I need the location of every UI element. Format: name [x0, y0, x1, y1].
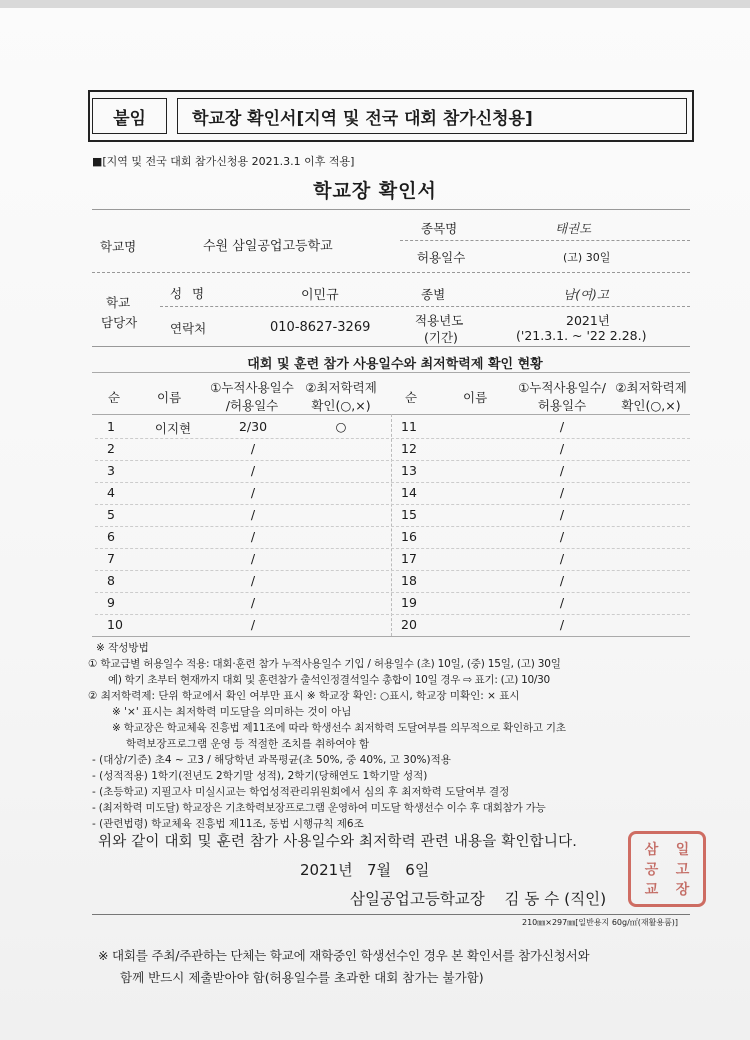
- row-no: 8: [107, 573, 115, 588]
- col-days-header-right-2: 허용일수: [537, 398, 587, 413]
- method-line-9: - (초등학교) 지필고사 미실시교는 학업성적관리위원회에서 심의 후 최저학력 도달여부 결정: [92, 786, 510, 798]
- col-name-header-right: 이름: [463, 390, 488, 405]
- method-line-3: ② 최저학력제: 단위 학교에서 확인 여부만 표시 ※ 학교장 확인: ○표시, 학교장 미확인: × 표시: [88, 690, 520, 702]
- row-days-right: /: [559, 617, 565, 632]
- row-no: 1: [107, 419, 115, 434]
- method-line-2: 예) 학기 초부터 현재까지 대회 및 훈련참가 출석인정결석일수 총합이 10일 경우 ⇨ 표기: (고) 10/30: [108, 674, 550, 686]
- method-line-4: ※ '×' 표시는 최저학력 미도달을 의미하는 것이 아님: [112, 706, 352, 718]
- row-days-right: /: [559, 529, 565, 544]
- banner-title: 학교장 확인서[지역 및 전국 대회 참가신청용]: [177, 98, 687, 134]
- row-days: /: [250, 573, 256, 588]
- row-no: 9: [107, 595, 115, 610]
- name-value: 이민규: [301, 288, 339, 303]
- col-no-header: 순: [108, 390, 121, 405]
- row-days-right: /: [559, 595, 565, 610]
- row-no: 10: [107, 617, 123, 632]
- table-row: [95, 570, 690, 592]
- col-check-header-right-1: ②최저학력제: [615, 380, 687, 395]
- row-no-right: 14: [401, 485, 417, 500]
- signature-line: 삼일공업고등학교장 김 동 수 (직인): [350, 890, 607, 908]
- row-no-right: 18: [401, 573, 417, 588]
- row-no: 4: [107, 485, 115, 500]
- method-line-7: - (대상/기준) 초4 ~ 고3 / 해당학년 과목평균(초 50%, 중 40%, 고 30%)적용: [92, 754, 451, 766]
- apply-year-label-2: (기간): [424, 330, 458, 345]
- method-line-1: ① 학교급별 허용일수 적용: 대회·훈련 참가 누적사용일수 기입 / 허용일수 (초) 10일, (중) 15일, (고) 30일: [88, 658, 561, 670]
- event-label: 종목명: [421, 221, 458, 236]
- row-no-right: 20: [401, 617, 417, 632]
- row-days: /: [250, 617, 256, 632]
- paper-spec: 210㎜×297㎜[일반용지 60g/㎡(재활용품)]: [522, 918, 679, 927]
- row-days-right: /: [559, 463, 565, 478]
- row-no-right: 15: [401, 507, 417, 522]
- row-no: 6: [107, 529, 115, 544]
- table-row: [95, 460, 690, 482]
- row-days: /: [250, 463, 256, 478]
- official-seal: [628, 831, 706, 907]
- event-value: 태권도: [555, 221, 592, 236]
- row-days: 2/30: [238, 419, 268, 434]
- col-days-header-right-1: ①누적사용일수/: [518, 380, 606, 395]
- col-days-header-1: ①누적사용일수: [210, 380, 294, 395]
- method-heading: ※ 작성방법: [96, 642, 149, 654]
- row-days-right: /: [559, 419, 565, 434]
- method-line-10: - (최저학력 미도달) 학교장은 기초학력보장프로그램 운영하여 미도달 학생선수 이수 후 대회참가 가능: [92, 802, 546, 814]
- row-days-right: /: [559, 507, 565, 522]
- apply-year-label-1: 적용년도: [415, 313, 464, 328]
- col-no-header-right: 순: [405, 390, 418, 405]
- apply-note: ■[지역 및 전국 대회 참가신청용 2021.3.1 이후 적용]: [92, 155, 355, 168]
- seal-char: 일: [675, 842, 690, 858]
- col-check-header-right-2: 확인(○,×): [621, 398, 681, 413]
- method-line-11: - (관련법령) 학교체육 진흥법 제11조, 동법 시행규칙 제6조: [92, 818, 364, 830]
- footer-note-2: 함께 반드시 제출받아야 함(허용일수를 초과한 대회 참가는 불가함): [120, 970, 484, 985]
- seal-char: 삼: [644, 842, 659, 858]
- type-label: 종별: [421, 287, 446, 302]
- seal-char: 장: [675, 882, 690, 898]
- row-no-right: 19: [401, 595, 417, 610]
- info-top-line: [92, 209, 690, 210]
- row-days: /: [250, 551, 256, 566]
- row-days-right: /: [559, 573, 565, 588]
- table-bottom-line: [92, 636, 690, 637]
- manager-row-divider: [160, 306, 690, 307]
- table-row: [95, 548, 690, 570]
- row-no: 2: [107, 441, 115, 456]
- row-no: 3: [107, 463, 115, 478]
- school-label: 학교명: [100, 239, 137, 254]
- table-row: [95, 614, 690, 636]
- table-top-line: [92, 372, 690, 373]
- row-no-right: 13: [401, 463, 417, 478]
- row-no-right: 16: [401, 529, 417, 544]
- row-no-right: 17: [401, 551, 417, 566]
- footer-top-line: [92, 914, 690, 915]
- manager-label-1: 학교: [106, 295, 131, 310]
- contact-label: 연락처: [170, 321, 207, 336]
- seal-char: 교: [644, 882, 659, 898]
- row-days-right: /: [559, 485, 565, 500]
- school-row-divider: [92, 272, 690, 273]
- seal-char: 고: [675, 862, 690, 878]
- col-name-header: 이름: [157, 390, 182, 405]
- footer-note-1: ※ 대회를 주최/주관하는 단체는 학교에 재학중인 학생선수인 경우 본 확인서를 참가신청서와: [98, 948, 590, 963]
- row-days: /: [250, 529, 256, 544]
- allowed-days-value: (고) 30일: [563, 251, 611, 264]
- contact-value: 010-8627-3269: [270, 320, 371, 335]
- table-row: [95, 482, 690, 504]
- name-label: 성 명: [170, 286, 205, 301]
- row-check: ○: [335, 419, 347, 434]
- status-title: 대회 및 훈련 참가 사용일수와 최저학력제 확인 현황: [247, 357, 543, 372]
- row-name: 이지현: [154, 421, 192, 436]
- row-days: /: [250, 507, 256, 522]
- method-line-5: ※ 학교장은 학교체육 진흥법 제11조에 따라 학생선수 최저학력 도달여부를 의무적으로 확인하고 기초: [112, 722, 566, 734]
- row-days-right: /: [559, 441, 565, 456]
- row-days: /: [250, 595, 256, 610]
- issue-date: 2021년 7월 6일: [300, 861, 430, 879]
- apply-year-value-1: 2021년: [566, 313, 610, 328]
- row-no: 5: [107, 507, 115, 522]
- method-line-6: 학력보장프로그램 운영 등 적절한 조치를 취하여야 함: [126, 738, 370, 750]
- apply-year-value-2: ('21.3.1. ~ '22 2.28.): [516, 328, 647, 343]
- row-days: /: [250, 485, 256, 500]
- table-row: [95, 592, 690, 614]
- row-days: /: [250, 441, 256, 456]
- table-row: [95, 504, 690, 526]
- row-no-right: 11: [401, 419, 417, 434]
- scan-shadow: [0, 0, 750, 8]
- confirm-text: 위와 같이 대회 및 훈련 참가 사용일수와 최저학력 관련 내용을 확인합니다.: [98, 834, 578, 850]
- allowed-days-label: 허용일수: [417, 250, 466, 265]
- col-days-header-2: /허용일수: [225, 398, 279, 413]
- row-no-right: 12: [401, 441, 417, 456]
- table-row: [95, 438, 690, 460]
- col-check-header-1: ②최저학력제: [305, 380, 377, 395]
- col-check-header-2: 확인(○,×): [311, 398, 371, 413]
- manager-label-2: 담당자: [101, 315, 138, 330]
- type-value: 남(여)고: [563, 287, 609, 302]
- attach-label: 붙임: [92, 98, 167, 134]
- row-days-right: /: [559, 551, 565, 566]
- seal-char: 공: [644, 862, 659, 878]
- school-value: 수원 삼일공업고등학교: [203, 239, 333, 254]
- row-no: 7: [107, 551, 115, 566]
- table-row: [95, 526, 690, 548]
- event-row-divider: [400, 240, 690, 241]
- info-bottom-line: [92, 346, 690, 347]
- method-line-8: - (성적적용) 1학기(전년도 2학기말 성적), 2학기(당해연도 1학기말 성적): [92, 770, 428, 782]
- document-title: 학교장 확인서: [313, 180, 437, 202]
- table-row: [95, 416, 690, 438]
